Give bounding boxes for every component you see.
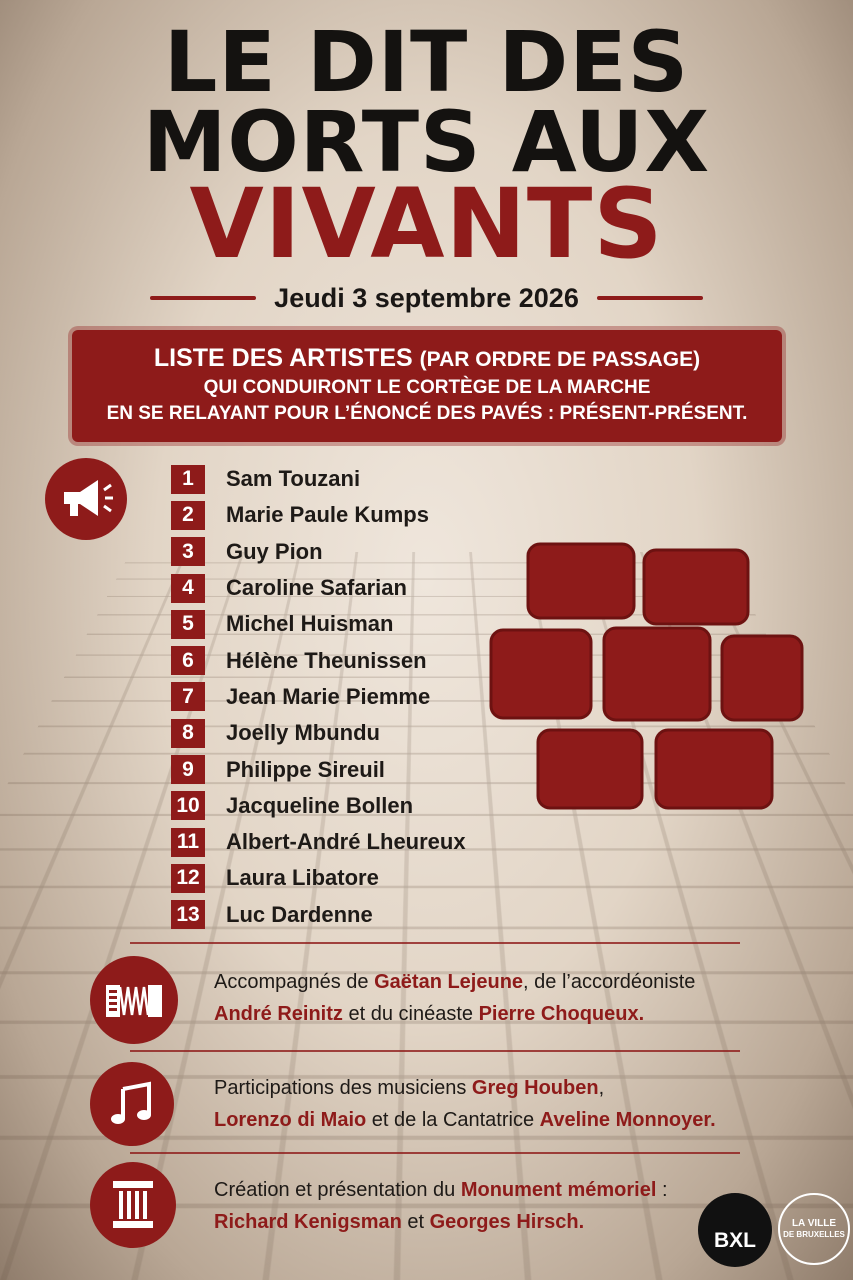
credit-text: , bbox=[598, 1077, 605, 1099]
artist-name: Philippe Sireuil bbox=[226, 756, 385, 782]
artist-name: Jacqueline Bollen bbox=[226, 792, 414, 818]
banner-line-3: EN SE RELAYANT POUR L’ÉNONCÉ DES PAVÉS : PRÉSENT-PRÉSENT. bbox=[106, 403, 748, 424]
banner-line-2: QUI CONDUIRONT LE CORTÈGE DE LA MARCHE bbox=[203, 377, 651, 398]
bxl-logo bbox=[698, 1193, 772, 1267]
list-item bbox=[171, 534, 466, 570]
credit-text: Création et présentation du bbox=[214, 1179, 461, 1201]
ville-de-bruxelles-logo bbox=[778, 1193, 850, 1265]
list-item bbox=[171, 461, 466, 497]
credit-name: Pierre Choqueux. bbox=[478, 1003, 645, 1025]
artist-name: Caroline Safarian bbox=[226, 575, 407, 601]
artist-number: 10 bbox=[171, 791, 205, 820]
accordion-icon bbox=[90, 956, 178, 1044]
list-item bbox=[171, 824, 466, 860]
date-row bbox=[150, 282, 703, 314]
list-item bbox=[171, 751, 466, 787]
credit-monument bbox=[214, 1174, 668, 1238]
artist-name: Marie Paule Kumps bbox=[226, 502, 429, 528]
artist-number: 4 bbox=[171, 574, 205, 603]
artist-name: Michel Huisman bbox=[226, 611, 394, 637]
artist-number: 13 bbox=[171, 900, 205, 929]
list-item bbox=[171, 788, 466, 824]
list-item bbox=[171, 860, 466, 896]
artist-number: 7 bbox=[171, 682, 205, 711]
ville-logo-line-2: DE BRUXELLES bbox=[783, 1230, 845, 1240]
title-line-2: MORTS AUX bbox=[142, 93, 711, 191]
credit-name: Gaëtan Lejeune bbox=[374, 971, 524, 993]
list-item bbox=[171, 570, 466, 606]
list-item bbox=[171, 642, 466, 678]
credit-accordion bbox=[214, 966, 695, 1030]
artist-number: 11 bbox=[171, 828, 205, 857]
date-dash-right bbox=[597, 296, 703, 300]
divider bbox=[130, 1152, 740, 1154]
artist-list bbox=[171, 461, 466, 933]
artist-number: 12 bbox=[171, 864, 205, 893]
artist-name: Sam Touzani bbox=[226, 466, 361, 492]
list-item bbox=[171, 715, 466, 751]
credit-name: Richard Kenigsman bbox=[214, 1211, 402, 1233]
credit-name: Greg Houben bbox=[471, 1077, 599, 1099]
artist-number: 2 bbox=[171, 501, 205, 530]
credit-text: et de la Cantatrice bbox=[366, 1109, 540, 1131]
credit-name: André Reinitz bbox=[214, 1003, 343, 1025]
list-item bbox=[171, 897, 466, 933]
credit-name: Monument mémoriel bbox=[460, 1179, 657, 1201]
credit-text: : bbox=[656, 1179, 668, 1201]
date-dash-left bbox=[150, 296, 256, 300]
artist-name: Albert-André Lheureux bbox=[226, 829, 466, 855]
banner-heading-main: LISTE DES ARTISTES bbox=[153, 344, 413, 372]
artist-name: Laura Libatore bbox=[226, 865, 379, 891]
event-date: Jeudi 3 septembre 2026 bbox=[274, 282, 579, 313]
credit-music bbox=[214, 1072, 716, 1136]
banner-heading bbox=[72, 344, 782, 373]
artist-number: 8 bbox=[171, 719, 205, 748]
artist-number: 6 bbox=[171, 646, 205, 675]
artist-number: 9 bbox=[171, 755, 205, 784]
list-item bbox=[171, 497, 466, 533]
credit-text: et bbox=[401, 1211, 430, 1233]
artist-name: Hélène Theunissen bbox=[226, 647, 427, 673]
megaphone-icon bbox=[45, 458, 127, 540]
title-line-1: LE DIT DES bbox=[163, 13, 690, 111]
credit-text: et du cinéaste bbox=[342, 1003, 479, 1025]
paving-stones-illustration bbox=[488, 540, 808, 815]
credit-text: Participations des musiciens bbox=[214, 1077, 472, 1099]
artist-name: Guy Pion bbox=[226, 538, 323, 564]
ville-logo-line-1: LA VILLE bbox=[791, 1218, 837, 1230]
credit-name: Georges Hirsch. bbox=[429, 1211, 585, 1233]
artist-name: Luc Dardenne bbox=[226, 901, 373, 927]
artist-number: 1 bbox=[171, 465, 205, 494]
credit-text: , de l’accordéoniste bbox=[523, 971, 696, 993]
banner-heading-sub: (PAR ORDRE DE PASSAGE) bbox=[419, 348, 701, 371]
credit-name: Lorenzo di Maio bbox=[214, 1109, 367, 1131]
artist-name: Jean Marie Piemme bbox=[226, 683, 431, 709]
credit-name: Aveline Monnoyer. bbox=[539, 1109, 716, 1131]
artist-name: Joelly Mbundu bbox=[226, 720, 380, 746]
column-icon bbox=[90, 1162, 176, 1248]
credit-text: Accompagnés de bbox=[214, 971, 375, 993]
artist-number: 3 bbox=[171, 537, 205, 566]
divider bbox=[130, 942, 740, 944]
artist-number: 5 bbox=[171, 610, 205, 639]
divider bbox=[130, 1050, 740, 1052]
list-item bbox=[171, 679, 466, 715]
bxl-logo-text: BXL bbox=[714, 1229, 756, 1252]
list-item bbox=[171, 606, 466, 642]
artists-banner bbox=[72, 330, 782, 442]
title-line-3: VIVANTS bbox=[189, 168, 664, 280]
music-note-icon bbox=[90, 1062, 174, 1146]
